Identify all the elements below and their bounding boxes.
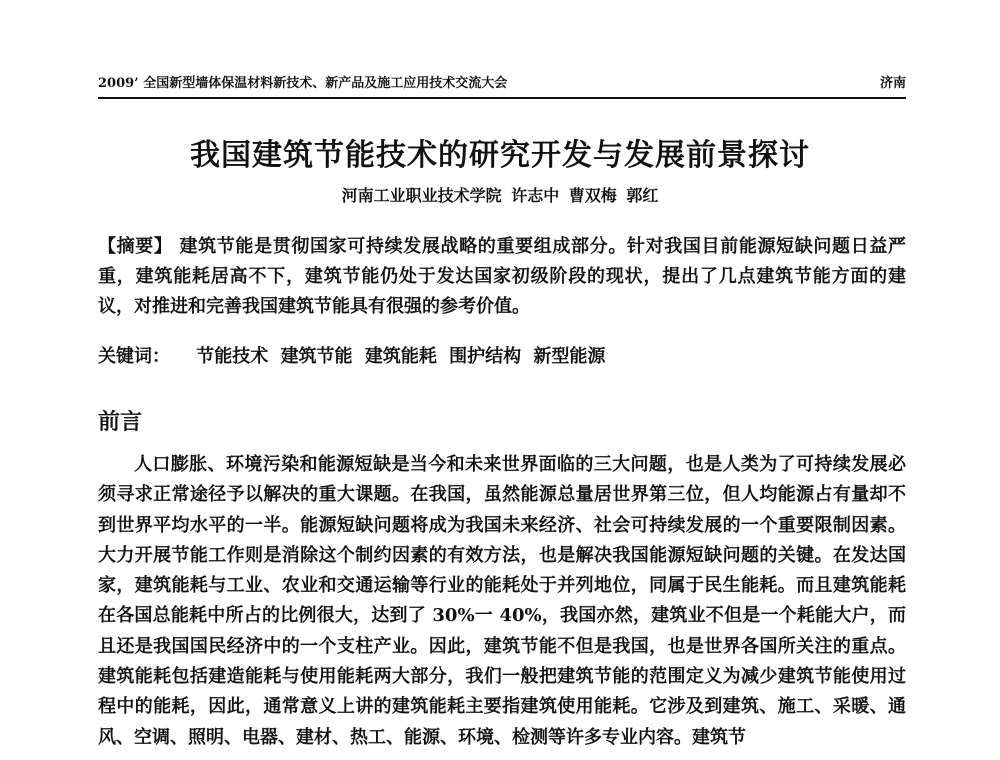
keyword: 建筑节能 <box>280 346 353 367</box>
conference-name: 2009’ 全国新型墙体保温材料新技术、新产品及施工应用技术交流大会 <box>98 76 508 91</box>
section-body <box>98 450 906 753</box>
keyword: 节能技术 <box>196 346 269 367</box>
author-name: 郭红 <box>626 186 659 205</box>
keyword: 建筑能耗 <box>364 346 437 367</box>
conference-location: 济南 <box>879 76 906 91</box>
paper-title: 我国建筑节能技术的研究开发与发展前景探讨 <box>190 138 810 173</box>
author-line <box>0 183 1000 206</box>
author-name: 曹双梅 <box>568 186 617 205</box>
header-divider <box>98 97 906 99</box>
running-header <box>98 72 906 96</box>
paragraph: 人口膨胀、环境污染和能源短缺是当今和未来世界面临的三大问题，也是人类为了可持续发展必须寻求正常途径予以解决的重大课题。在我国，虽然能源总量居世界第三位，但人均能源占有量却不到世界平均水平的一半。能源短缺问题将成为我国未来经济、社会可持续发展的一个重要限制因素。大力开展节能工作则是消除这个制约因素的有效方法，也是解决我国能源短缺问题的关键。在发达国家，建筑能耗与工业、农业和交通运输等行业的能耗处于并列地位，同属于民生能耗。而且建筑能耗在各国总能耗中所占的比例很大，达到了 30%一 40%，我国亦然，建筑业不但是一个耗能大户，而且还是我国国民经济中的一个支柱产业。因此，建筑节能不但是我国，也是世界各国所关注的重点。建筑能耗包括建造能耗与使用能耗两大部分，我们一般把建筑节能的范围定义为减少建筑节能使用过程中的能耗，因此，通常意义上讲的建筑能耗主要指建筑使用能耗。它涉及到建筑、施工、采暖、通风、空调、照明、电器、建材、热工、能源、环境、检测等许多专业内容。建筑节 <box>98 454 906 748</box>
keyword: 新型能源 <box>533 346 606 367</box>
section-heading: 前言 <box>98 409 143 435</box>
abstract: 【摘要】 建筑节能是贯彻国家可持续发展战略的重要组成部分。针对我国目前能源短缺问题日益严重，建筑能耗居高不下，建筑节能仍处于发达国家初级阶段的现状，提出了几点建筑节能方面的建议，对推进和完善我国建筑节能具有很强的参考价值。 <box>98 236 906 317</box>
author-name: 许志中 <box>511 186 560 205</box>
keywords <box>98 342 906 372</box>
keyword: 围护结构 <box>449 346 522 367</box>
keywords-label: 关键词： <box>98 346 170 367</box>
affiliation: 河南工业职业技术学院 <box>341 186 502 205</box>
